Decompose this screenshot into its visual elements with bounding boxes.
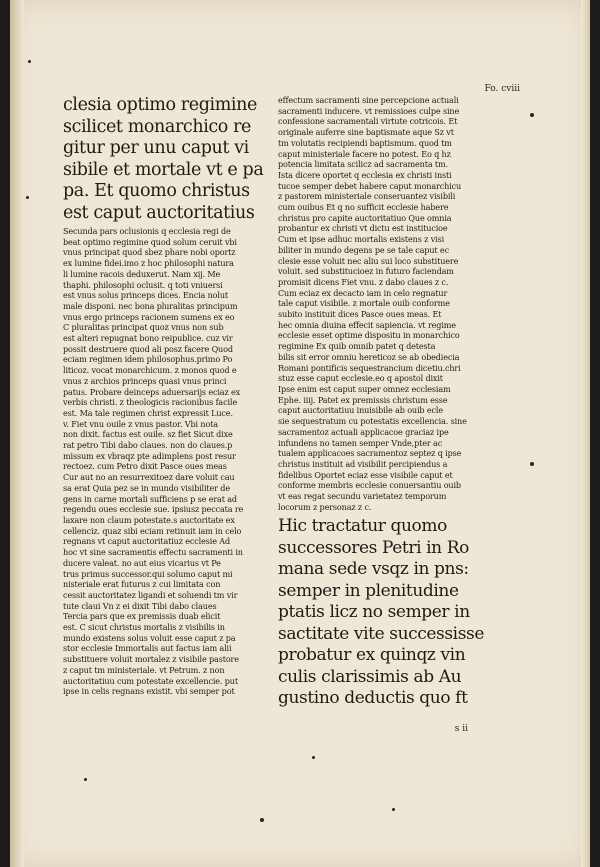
text-line: tucoe semper debet habere caput monarchicu — [278, 180, 462, 191]
text-line: eciam regimen idem philosophus.primo Po — [63, 354, 233, 365]
ink-spot — [530, 462, 534, 466]
text-line: Secunda pars oclusionis q ecclesia regi de — [63, 226, 231, 236]
heading-line: gustino deductis quo ft — [278, 688, 468, 709]
text-line: confessione sacramentali virtute cotricois. Et — [278, 116, 458, 127]
text-line: Cur aut no an resurrexitoez dare voluit cau — [63, 472, 235, 483]
right-column — [278, 95, 500, 712]
text-line: sa erat Quia pez se in mundo visibiliter de — [63, 482, 230, 493]
text-line: Ephe. iiij. Patet ex premissis christum esse — [278, 394, 448, 405]
text-line: patus. Probare deinceps aduersarijs eciaz ex — [63, 386, 241, 397]
text-line: ecclesie esset optime dispositu in monarchico — [278, 330, 460, 341]
text-line: C pluralitas principat quoz vnus non sub — [63, 322, 224, 333]
heading-line: mana sede vsqz in pns: — [278, 559, 469, 580]
text-line: conforme membris ecclesie conuersantiu ouib — [278, 480, 461, 491]
text-line: v. Fiet vnu ouile z vnus pastor. Vbi nota — [63, 418, 218, 429]
foliation-number: Fo. cviii — [484, 84, 520, 94]
text-line: z caput tm ministeriale. vt Petrum. z non — [63, 664, 225, 675]
text-line: locorum z personaz z c. — [278, 501, 372, 512]
text-line: biliter in mundo degens pe se tale caput ec — [278, 244, 449, 255]
text-line: nisteriale erat futurus z cui limitata con — [63, 579, 221, 590]
text-line: laxare non claum potestate.s auctoritate ex — [63, 514, 235, 525]
text-line: regimine Ex quib omnib patet q detesta — [278, 341, 436, 352]
right-body — [278, 95, 500, 512]
text-line: substituere voluit mortalez z visibile pastore — [63, 654, 239, 665]
text-line: probantur ex christi vt dictu est institucioe — [278, 223, 448, 234]
text-line: regendu oues ecclesie sue. ipsiusz peccata re — [63, 504, 244, 515]
ink-spot — [260, 818, 264, 822]
text-line: sie sequestratum cu potestatis excellencia. sine — [278, 416, 467, 427]
text-line: sacramenti inducere. vt remissioes culpe sine — [278, 105, 460, 116]
text-line: possit destruere quod ali posz facere Quod — [63, 343, 233, 354]
heading-line: sibile et mortale vt e pa — [63, 159, 264, 180]
text-line: caput ministeriale facere no potest. Eo q hz — [278, 148, 451, 159]
text-line: hec omnia diuina effecit sapiencia. vt regime — [278, 319, 456, 330]
signature-mark: s ii — [454, 724, 468, 734]
text-line: stor ecclesie Immortalis aut factus iam alii — [63, 643, 232, 654]
text-line: verbis christi. z theologicis racionibus facile — [63, 397, 237, 408]
text-line: est. Ma tale regimen christ expressit Luce. — [63, 407, 233, 418]
book-page — [10, 0, 590, 867]
heading-line: probatur ex quinqz vin — [278, 645, 466, 666]
text-line: vnus principat quod sbez phare nobi oportz — [63, 247, 236, 258]
text-line: est alteri repugnat bono reipublice. cuz vir — [63, 333, 233, 344]
text-line: trus primus successor.qui solumo caput mi — [63, 568, 233, 579]
text-line: Cum et ipse adhuc mortalis existens z visi — [278, 234, 445, 245]
ink-spot — [26, 196, 29, 199]
heading-line: clesia optimo regimine — [63, 95, 257, 115]
text-line: vnus z archios princeps quasi vnus princi — [63, 375, 227, 386]
ink-spot — [312, 756, 315, 759]
left-column — [63, 95, 281, 697]
text-line: thaphi. philosophi oclusit. q toti vniuersi — [63, 279, 223, 290]
text-line: rectoez. cum Petro dixit Pasce oues meas — [63, 461, 227, 472]
text-line: infundens no tamen semper Vnde,pter ac — [278, 437, 443, 448]
text-line: est. C sicut christus mortalis z visibilis in — [63, 622, 225, 633]
text-line: ex lumine fidei.imo z hoc philosophi natura — [63, 258, 234, 269]
text-line: promisit dicens Fiet vnu. z dabo claues z c. — [278, 276, 449, 287]
text-line: gens in carne mortali sufficiens p se erat ad — [63, 493, 237, 504]
text-line: mundo existens solus voluit esse caput z pa — [63, 632, 236, 643]
ink-spot — [530, 113, 534, 117]
text-line: tale caput visibile. z mortale ouib conforme — [278, 298, 450, 309]
text-line: ipse in celis regnans existit. vbi semper pot — [63, 686, 235, 697]
heading-line: scilicet monarchico re — [63, 116, 252, 137]
text-line: Ipse enim est caput super omnez ecclesiam — [278, 383, 451, 394]
text-line: vt eas regat secundu varietatez temporum — [278, 491, 447, 502]
text-line: cellenciz. quaz sibi eciam retinuit iam in celo — [63, 525, 242, 536]
text-line: voluit. sed substitucioez in futuro faciendam — [278, 266, 454, 277]
left-heading — [63, 95, 281, 224]
text-line: sacramentoz actuali applicacoe graciaz ipe — [278, 426, 449, 437]
text-line: cessit auctoritatez ligandi et soluendi tm vir — [63, 589, 238, 600]
right-heading — [278, 516, 500, 710]
text-line: liticoz. vocat monarchicum. z monos quod e — [63, 365, 237, 376]
heading-line: ptatis licz no semper in — [278, 602, 470, 623]
page-edge — [581, 0, 590, 867]
page-gutter — [10, 0, 24, 867]
text-line: caput auctoritatiuu inuisibile ab ouib ecle — [278, 405, 443, 416]
text-line: non dixit. factus est ouile. sz fiet Sicut dixe — [63, 429, 233, 440]
text-line: tualem applicacoes sacramentoz septez q ipse — [278, 448, 462, 459]
heading-line: successores Petri in Ro — [278, 537, 469, 558]
heading-line: est caput auctoritatius — [63, 202, 255, 223]
text-line: auctoritatiuu cum potestate excellencie. put — [63, 675, 238, 686]
text-line: est vnus solus princeps dices. Encia nolut — [63, 290, 229, 301]
text-line: li lumine racois deduxerut. Nam xij. Me — [63, 268, 221, 279]
ink-spot — [28, 60, 31, 63]
text-line: tute claui Vn z ei dixit Tibi dabo claues — [63, 600, 217, 611]
text-line: Cum eciaz ex decacto iam in celo regnatur — [278, 287, 448, 298]
text-line: z pastorem ministeriale conseruantez visibili — [278, 191, 456, 202]
text-line: cum ouibus Et q no sufficit ecclesie habere — [278, 202, 449, 213]
text-line: vnus ergo princeps racionem sumens ex eo — [63, 311, 235, 322]
text-line: effectum sacramenti sine percepcione actuali — [278, 95, 459, 105]
text-line: potencia limitata scilicz ad sacramenta tm. — [278, 159, 448, 170]
heading-line: sactitate vite successisse — [278, 623, 485, 644]
text-line: beat optimo regimine quod solum ceruit vbi — [63, 236, 237, 247]
text-line: ducere valeat. no aut eius vicarius vt Pe — [63, 557, 221, 568]
text-line: rat petro Tibi dabo claues. non do claues.p — [63, 440, 233, 451]
text-line: originale auferre sine baptismate aque Sz vt — [278, 127, 454, 138]
ink-spot — [392, 808, 395, 811]
text-line: Tercia pars que ex premissis duab elicit — [63, 611, 221, 622]
text-line: missum ex vbraqz pte adimplens post resur — [63, 450, 236, 461]
text-line: hoc vt sine sacramentis effectu sacramenti in — [63, 547, 243, 558]
text-line: Romani pontificis sequestrancium dicetiu.chri — [278, 362, 461, 373]
heading-line: semper in plenitudine — [278, 580, 459, 601]
left-body — [63, 226, 281, 697]
ink-spot — [84, 778, 87, 781]
text-line: Ista dicere oportet q ecclesia ex christi insti — [278, 169, 452, 180]
heading-line: culis clarissimis ab Au — [278, 666, 462, 687]
text-line: clesie esse voluit nec aliu sui loco substituere — [278, 255, 459, 266]
text-line: bilis sit error omniu hereticoz se ab obediecia — [278, 351, 460, 362]
heading-line: gitur per unu caput vi — [63, 138, 249, 158]
text-line: tm volutatis recipiendi baptismum. quod tm — [278, 137, 452, 148]
text-line: christus instituit ad visibilit percipiendus a — [278, 458, 448, 469]
text-line: fidelibus Oportet eciaz esse visibile caput et — [278, 469, 453, 480]
text-line: christus pro capite auctoritatiuo Que omnia — [278, 212, 452, 223]
text-line: regnans vt caput auctoritatiuz ecclesie Ad — [63, 536, 230, 547]
heading-line: Hic tractatur quomo — [278, 516, 447, 537]
heading-line: pa. Et quomo christus — [63, 181, 250, 201]
text-line: subito instituit dices Pasce oues meas. Et — [278, 309, 442, 320]
text-line: stuz esse caput ecclesie.eo q apostol dixit — [278, 373, 443, 384]
text-line: male disponi. nec bona pluralitas principum — [63, 300, 238, 311]
